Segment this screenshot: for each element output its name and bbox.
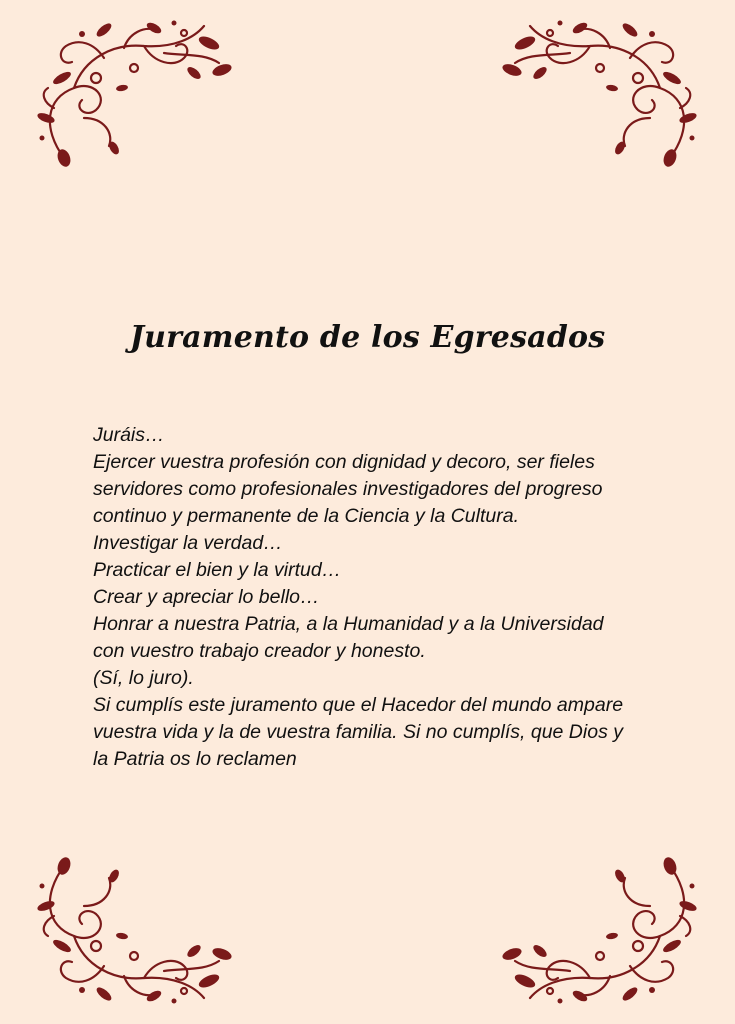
document-title: Juramento de los Egresados — [129, 320, 606, 355]
oath-line: Investigar la verdad… — [93, 532, 283, 554]
floral-ornament-top-right-icon — [500, 18, 700, 168]
oath-line: Practicar el bien y la virtud… — [93, 559, 342, 581]
oath-text — [93, 422, 653, 773]
oath-line: (Sí, lo juro). — [93, 667, 194, 689]
oath-line: servidores como profesionales investigadores del progreso — [93, 478, 603, 500]
floral-ornament-bottom-left-icon — [34, 856, 234, 1006]
oath-line: continuo y permanente de la Ciencia y la Cultura. — [93, 505, 519, 527]
oath-line: con vuestro trabajo creador y honesto. — [93, 640, 426, 662]
oath-line: Crear y apreciar lo bello… — [93, 586, 320, 608]
floral-ornament-bottom-right-icon — [500, 856, 700, 1006]
oath-line: la Patria os lo reclamen — [93, 748, 297, 770]
oath-line: vuestra vida y la de vuestra familia. Si no cumplís, que Dios y — [93, 721, 623, 743]
oath-line: Ejercer vuestra profesión con dignidad y decoro, ser fieles — [93, 451, 595, 473]
oath-line: Juráis… — [93, 424, 165, 446]
oath-line: Si cumplís este juramento que el Hacedor del mundo ampare — [93, 694, 624, 716]
oath-line: Honrar a nuestra Patria, a la Humanidad y a la Universidad — [93, 613, 604, 635]
floral-ornament-top-left-icon — [34, 18, 234, 168]
